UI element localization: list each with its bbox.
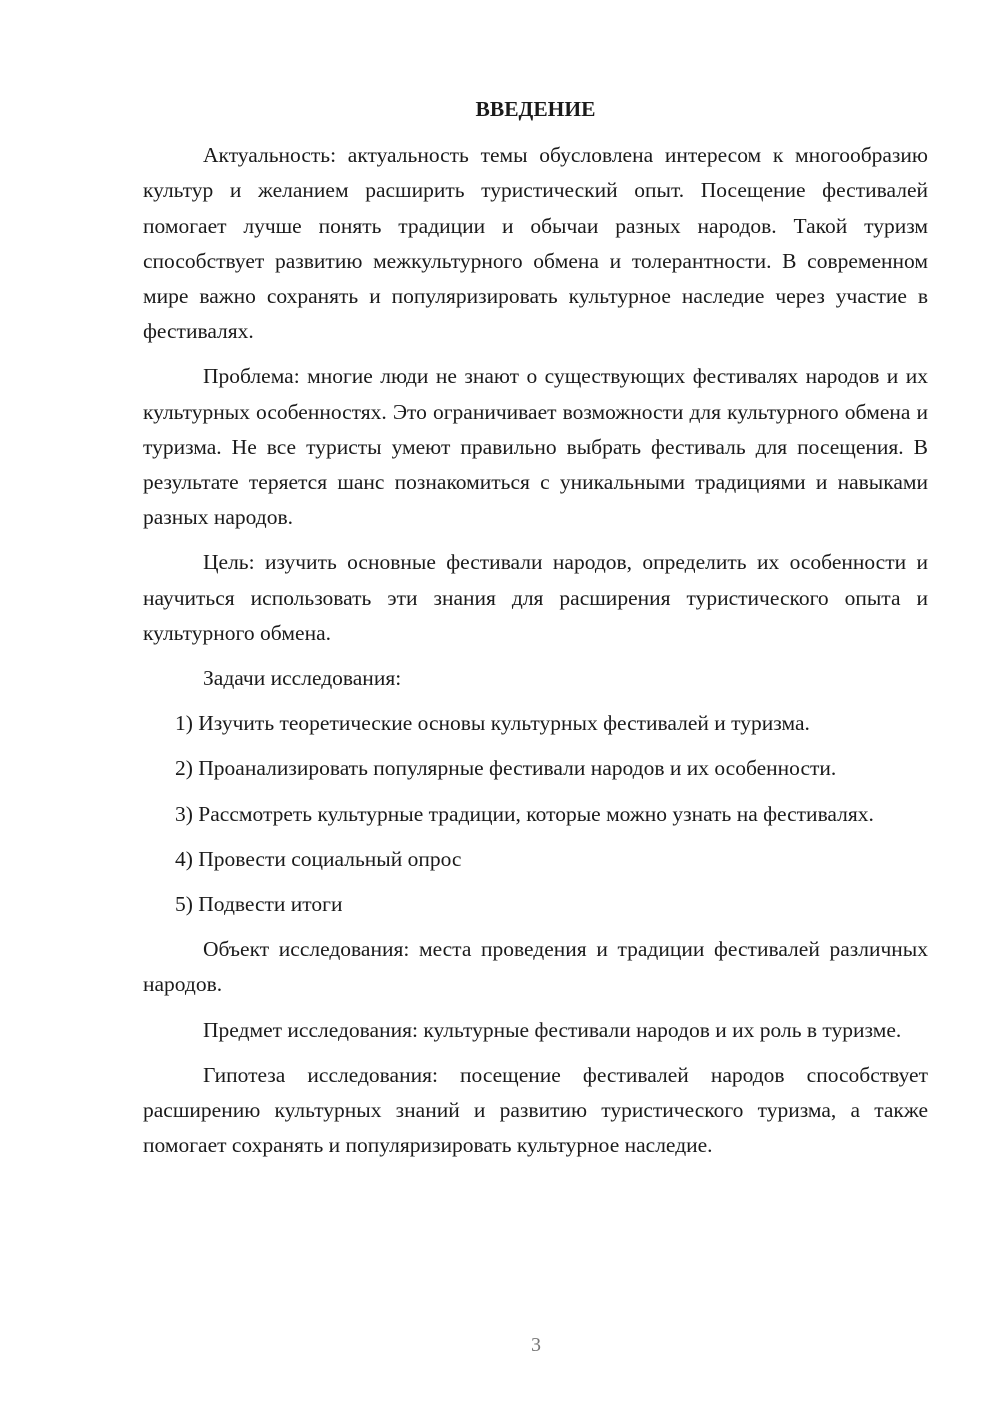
paragraph-problem: Проблема: многие люди не знают о существующих фестивалях народов и их культурных особенностях. Это ограничивает возможности для культурного обмена и туризма. Не все туристы умеют правильно выбрать фестиваль для посещения. В результате теряется шанс познакомиться с уникальными традициями и навыками разных народов. xyxy=(143,364,928,530)
paragraph-goal: Цель: изучить основные фестивали народов, определить их особенности и научиться использовать эти знания для расширения туристического опыта и культурного обмена. xyxy=(143,550,928,645)
task-item-4: 4) Провести социальный опрос xyxy=(175,846,462,871)
paragraph-relevance: Актуальность: актуальность темы обусловлена интересом к многообразию культур и желанием расширить туристический опыт. Посещение фестивалей помогает лучше понять традиции и обычаи разных народов. Такой туризм способствует развитию межкультурного обмена и толерантности. В современном мире важно сохранять и популяризировать культурное наследие через участие в фестивалях. xyxy=(143,143,928,344)
paragraph-object: Объект исследования: места проведения и традиции фестивалей различных народов. xyxy=(143,937,928,997)
paragraph-hypothesis: Гипотеза исследования: посещение фестивалей народов способствует расширению культурных знаний и развитию туристического туризма, а также помогает сохранять и популяризировать культурное наследие. xyxy=(143,1062,928,1158)
task-item-2: 2) Проанализировать популярные фестивали народов и их особенности. xyxy=(175,756,837,781)
page-number: 3 xyxy=(531,1334,541,1356)
paragraph-subject: Предмет исследования: культурные фестивали народов и их роль в туризме. xyxy=(203,1017,902,1042)
tasks-heading: Задачи исследования: xyxy=(203,666,402,691)
document-body xyxy=(143,92,928,1173)
task-item-5: 5) Подвести итоги xyxy=(175,892,343,917)
task-item-3: 3) Рассмотреть культурные традиции, которые можно узнать на фестивалях. xyxy=(175,801,874,826)
page-title: ВВЕДЕНИЕ xyxy=(475,97,596,121)
task-item-1: 1) Изучить теоретические основы культурных фестивалей и туризма. xyxy=(175,711,810,736)
